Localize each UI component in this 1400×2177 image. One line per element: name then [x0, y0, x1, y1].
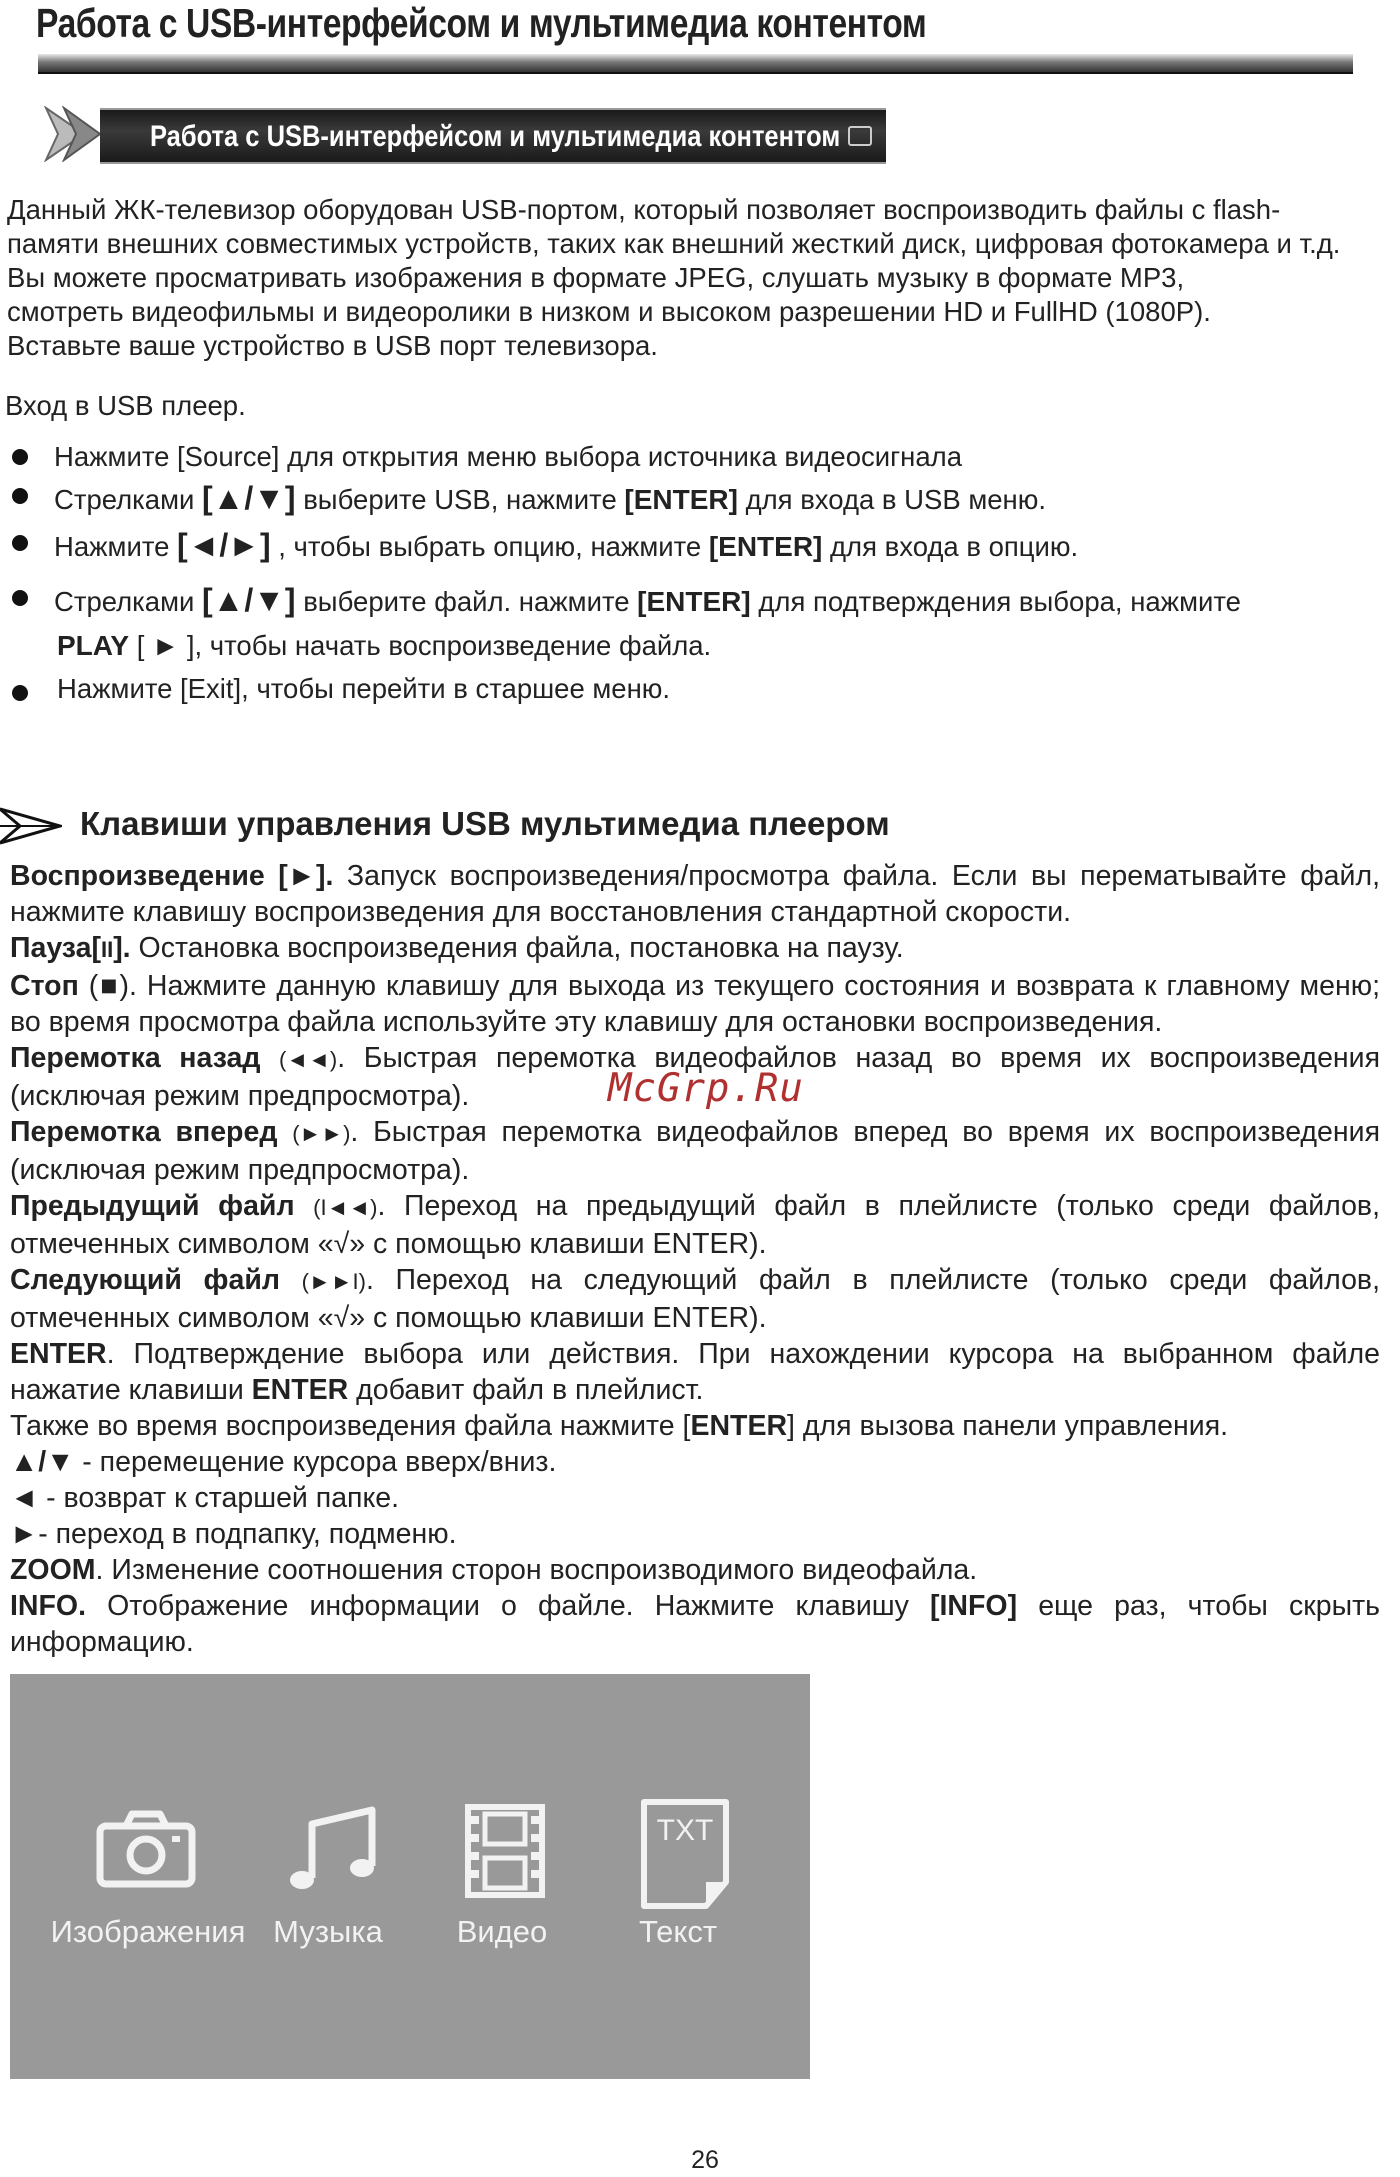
control-panel-note: [10, 1408, 1380, 1444]
previous-icon: (I◄◄): [313, 1195, 378, 1220]
term: Предыдущий файл: [10, 1190, 295, 1222]
key-up-down: [10, 1444, 1380, 1480]
description: - возврат к старшей папке.: [38, 1482, 400, 1514]
title-rule: [38, 54, 1353, 74]
banner-arrow-icon: [44, 106, 100, 162]
key-forward: [10, 1516, 1380, 1552]
left-arrow-icon: ◄: [10, 1482, 39, 1514]
text-file-icon: [640, 1798, 730, 1910]
music-note-icon: [288, 1804, 378, 1894]
media-item-text[interactable]: [578, 1674, 778, 2079]
arrow-keys: [▲/▼]: [202, 582, 296, 618]
page-title: Работа с USB-интерфейсом и мультимедиа контентом: [36, 0, 927, 46]
watermark: McGrp.Ru: [608, 1066, 804, 1111]
page-number: 26: [691, 2146, 719, 2174]
description: - перемещение курсора вверх/вниз.: [74, 1446, 557, 1478]
txt-label: TXT: [656, 1814, 714, 1847]
description: . Переход на следующий файл в плейлисте (только среди файлов, отмеченных символом «√» с помощью клавиши ENTER).: [10, 1264, 1380, 1334]
description: . Нажмите данную клавишу для выхода из текущего состояния и возврата к главному меню; во время просмотра файла используйте эту клавишу для остановки воспроизведения.: [10, 970, 1381, 1038]
pause-icon: II: [100, 937, 114, 962]
key-pause: [10, 930, 1380, 968]
banner-text: Работа с USB-интерфейсом и мультимедиа контентом: [150, 120, 841, 153]
key-previous: [10, 1188, 1380, 1262]
intro-line: Вставьте ваше устройство в USB порт телевизора.: [7, 330, 658, 361]
play-key: PLAY: [57, 630, 130, 661]
term: ZOOM: [10, 1554, 96, 1586]
bullet-text: Нажмите [Exit], чтобы перейти в старшее меню.: [57, 673, 671, 704]
bullet-icon: [12, 685, 28, 701]
media-item-label: Видео: [456, 1914, 548, 1949]
intro-text: [7, 193, 1397, 363]
term: ENTER: [10, 1338, 107, 1370]
text-fragment: выберите USB, нажмите: [295, 484, 625, 515]
up-down-icon: ▲/▼: [10, 1446, 75, 1478]
fast-forward-icon: (►►): [292, 1121, 351, 1146]
film-strip-icon: [465, 1804, 545, 1898]
key-fast-forward: [10, 1114, 1380, 1188]
stop-icon: (■): [88, 970, 130, 1002]
intro-line: Данный ЖК-телевизор оборудован USB-портом, который позволяет воспроизводить файлы с flash-: [7, 194, 1281, 225]
description: Остановка воспроизведения файла, постановка на паузу.: [130, 932, 904, 964]
text-fragment: , чтобы выбрать опцию, нажмите: [270, 531, 709, 562]
term: ENTER: [251, 1374, 349, 1406]
media-item-images[interactable]: [48, 1674, 248, 2079]
bullet-text: [57, 630, 711, 662]
term: [INFO]: [930, 1590, 1018, 1622]
intro-line: Вы можете просматривать изображения в формате JPEG, слушать музыку в формате MP3,: [7, 262, 1185, 293]
key-enter: [10, 1336, 1380, 1408]
key-play: [10, 858, 1380, 930]
next-icon: (►►I): [301, 1269, 366, 1294]
description: . Переход на предыдущий файл в плейлисте (только среди файлов, отмеченных символом «√» с помощью клавиши ENTER).: [10, 1190, 1380, 1260]
description: . Быстрая перемотка видеофайлов назад во время их воспроизведения (исключая режим предпросмотра).: [10, 1042, 1381, 1112]
intro-line: смотреть видеофильмы и видеоролики в низком и высоком разрешении HD и FullHD (1080P).: [7, 296, 1211, 327]
text-fragment: Стрелками: [54, 586, 203, 617]
description: . Быстрая перемотка видеофайлов вперед во время их воспроизведения (исключая режим предпросмотра).: [10, 1116, 1381, 1186]
media-item-label: Текст: [638, 1914, 718, 1949]
rewind-icon: (◄◄): [279, 1047, 338, 1072]
term: INFO.: [10, 1590, 86, 1622]
bullet-icon: [12, 449, 28, 465]
controls-description: [10, 858, 1380, 1660]
text-fragment: [ ► ], чтобы начать воспроизведение файла.: [129, 630, 712, 661]
description: Отображение информации о файле. Нажмите клавишу: [86, 1590, 931, 1622]
description: Запуск воспроизведения/просмотра файла. Если вы перематывайте файл, нажмите клавишу воспроизведения для восстановления стандартной скорости.: [10, 860, 1380, 928]
description: . Подтверждение выбора или действия. При нахождении курсора на выбранном файле нажатие клавиши: [10, 1338, 1380, 1406]
banner-bar: [100, 108, 886, 164]
media-item-label: Музыка: [273, 1914, 383, 1949]
controls-section-header: [0, 805, 1400, 855]
square-icon: [848, 126, 872, 146]
bullet-text: Нажмите [Source] для открытия меню выбора источника видеосигнала: [54, 441, 962, 472]
key-zoom: [10, 1552, 1380, 1588]
enter-key: [ENTER]: [637, 586, 751, 617]
key-back: [10, 1480, 1380, 1516]
term: Воспроизведение [►].: [10, 860, 334, 892]
text-fragment: Нажмите: [54, 531, 178, 562]
bullet-text: [54, 480, 1046, 517]
usb-entry-label: Вход в USB плеер.: [5, 390, 246, 421]
media-item-music[interactable]: [228, 1674, 428, 2079]
text-fragment: Стрелками: [54, 484, 203, 515]
intro-line: памяти внешних совместимых устройств, таких как внешний жесткий диск, цифровая фотокамера и т.д.: [7, 228, 1341, 259]
term: Перемотка вперед: [10, 1116, 278, 1148]
media-item-label: Изображения: [50, 1914, 246, 1949]
arrow-pointer-icon: [0, 807, 62, 845]
bullet-icon: [12, 590, 28, 606]
bullet-text: [54, 527, 1078, 564]
text-fragment: выберите файл. нажмите: [295, 586, 638, 617]
text-fragment: для входа в USB меню.: [737, 484, 1047, 515]
usb-media-menu: [10, 1674, 810, 2079]
arrow-keys: [▲/▼]: [202, 480, 296, 516]
camera-icon: [96, 1808, 196, 1888]
enter-key: [ENTER]: [708, 531, 823, 562]
description: . Изменение соотношения сторон воспроизводимого видеофайла.: [95, 1554, 978, 1586]
description: еще раз, чтобы скрыть информацию.: [10, 1590, 1380, 1658]
description: ] для вызова панели управления.: [787, 1410, 1229, 1442]
key-next: [10, 1262, 1380, 1336]
term: ENTER: [690, 1410, 788, 1442]
description: добавит файл в плейлист.: [348, 1374, 704, 1406]
bullet-text: [54, 582, 1241, 619]
right-arrow-icon: ►: [10, 1518, 39, 1550]
description: Также во время воспроизведения файла нажмите [: [10, 1410, 691, 1442]
term: Стоп: [10, 970, 79, 1002]
term: ].: [113, 932, 131, 964]
term: Следующий файл: [10, 1264, 280, 1296]
enter-key: [ENTER]: [624, 484, 738, 515]
media-item-video[interactable]: [402, 1674, 602, 2079]
controls-heading: Клавиши управления USB мультимедиа плеером: [80, 805, 890, 842]
section-banner: [44, 106, 844, 162]
bullet-icon: [12, 535, 28, 551]
bullet-icon: [12, 488, 28, 504]
key-stop: [10, 968, 1380, 1040]
term: Пауза[: [10, 932, 101, 964]
term: Перемотка назад: [10, 1042, 261, 1074]
text-fragment: для подтверждения выбора, нажмите: [750, 586, 1241, 617]
description: - переход в подпапку, подменю.: [38, 1518, 457, 1550]
key-info: [10, 1588, 1380, 1660]
arrow-keys: [◄/►]: [177, 527, 271, 563]
text-fragment: для входа в опцию.: [822, 531, 1079, 562]
